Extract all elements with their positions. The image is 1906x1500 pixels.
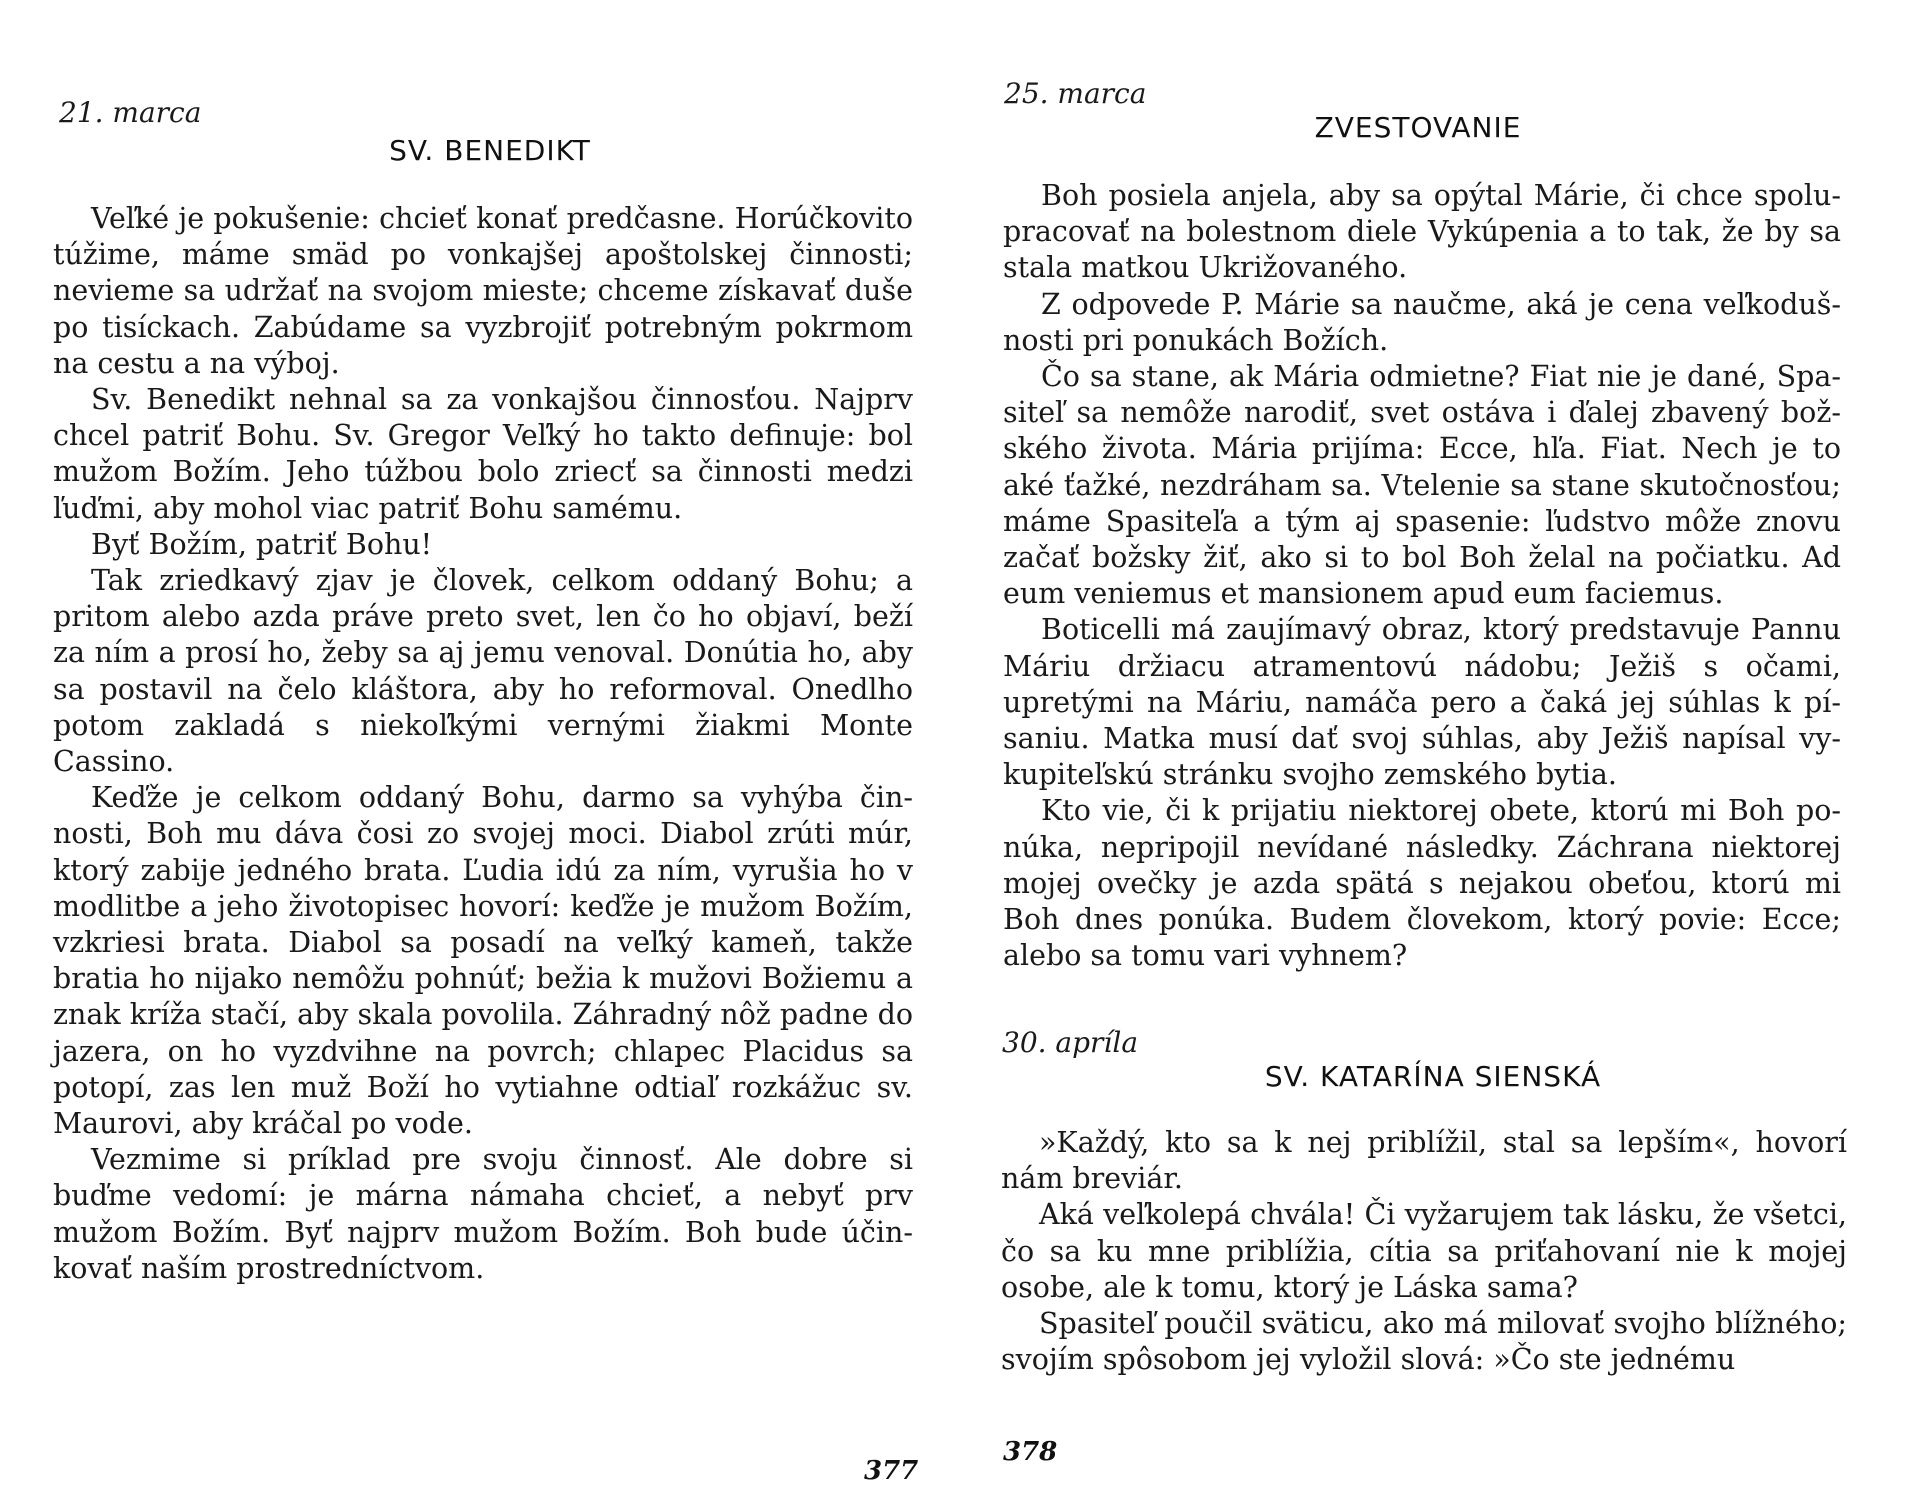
paragraph: Spasiteľ poučil sväticu, ako má milovať svojho blížného; svojím spôsobom jej vyložil slová: »Čo ste jednému [1001, 1307, 1847, 1377]
paragraph: Keďže je celkom oddaný Bohu, darmo sa vyhýba činnosti, Boh mu dáva čosi zo svojej moci. Diabol zrúti múr, ktorý zabije jedného brata. Ľudia idú za ním, vyrušia ho v modlitbe a jeho životopisec hovorí: keďže je mužom Božím, vzkriesi brata. Diabol sa posadí na veľký kameň, takže bratia ho nijako nemôžu pohnúť; bežia k mužovi Božiemu a znak kríža stačí, aby skala povolila. Záhradný nôž padne do jazera, on ho vyzdvihne na povrch; chlapec Placidus sa potopí, zas len muž Boží ho vytiahne odtiaľ rozkážuc sv. Maurovi, aby kráčal po vode. [53, 781, 913, 1141]
entry-title: ZVESTOVANIE [1314, 111, 1522, 144]
paragraph: Sv. Benedikt nehnal sa za vonkajšou činnosťou. Najprv chcel patriť Bohu. Sv. Gregor Veľký ho takto definuje: bol mužom Božím. Jeho túžbou bolo zriecť sa činnosti medzi ľuďmi, aby mohol viac patriť Bohu samému. [53, 383, 913, 525]
paragraph: Tak zriedkavý zjav je človek, celkom oddaný Bohu; a pritom alebo azda práve preto svet, len čo ho objaví, beží za ním a prosí ho, žeby sa aj jemu venoval. Donútia ho, aby sa postavil na čelo kláštora, aby ho reformoval. Onedlho potom zakladá s niekoľkými vernými žiakmi Monte Cassino. [53, 564, 913, 779]
entry-text [53, 201, 913, 1287]
page-number: 378 [1003, 1437, 1058, 1467]
paragraph: »Každý, kto sa k nej priblížil, stal sa lepším«, hovorí nám breviár. [1001, 1126, 1847, 1196]
entry-date: 30. apríla [1002, 1026, 1139, 1059]
entry-text [1001, 1125, 1847, 1378]
paragraph: Aká veľkolepá chvála! Či vyžarujem tak lásku, že všetci, čo sa ku mne priblížia, cítia sa priťahovaní nie k mojej osobe, ale k tomu, ktorý je Láska sama? [1001, 1198, 1847, 1304]
entry-date: 21. marca [59, 96, 202, 129]
entry-text [1003, 178, 1841, 974]
paragraph: Z odpovede P. Márie sa naučme, aká je cena veľkodušnosti pri ponukách Božích. [1003, 287, 1841, 357]
entry-title: SV. BENEDIKT [389, 134, 591, 167]
paragraph: Kto vie, či k prijatiu niektorej obete, ktorú mi Boh ponúka, nepripojil nevídané následky. Záchrana niektorej mojej ovečky je azda spätá s nejakou obeťou, ktorú mi Boh dnes ponúka. Budem človekom, ktorý povie: Ecce; alebo sa tomu vari vyhnem? [1003, 794, 1841, 973]
paragraph: Vezmime si príklad pre svoju činnosť. Ale dobre si buďme vedomí: je márna námaha chcieť, a nebyť prv mužom Božím. Byť najprv mužom Božím. Boh bude účinkovať naším prostredníctvom. [53, 1143, 913, 1285]
entry-title: SV. KATARÍNA SIENSKÁ [1264, 1060, 1602, 1093]
paragraph: Čo sa stane, ak Mária odmietne? Fiat nie je dané, Spasiteľ sa nemôže narodiť, svet ostáva i ďalej zbavený božského života. Mária prijíma: Ecce, hľa. Fiat. Nech je to aké ťažké, nezdráham sa. Vtelenie sa stane skutočnosťou; máme Spasiteľa a tým aj spasenie: ľudstvo môže znovu začať božsky žiť, ako si to bol Boh želal na počiatku. Ad eum veniemus et mansionem apud eum faciemus. [1003, 360, 1841, 611]
paragraph: Boh posiela anjela, aby sa opýtal Márie, či chce spolupracovať na bolestnom diele Vykúpenia a to tak, že by sa stala matkou Ukrižovaného. [1003, 179, 1841, 285]
paragraph: Boticelli má zaujímavý obraz, ktorý predstavuje Pannu Máriu držiacu atramentovú nádobu; Ježiš s očami, upretými na Máriu, namáča pero a čaká jej súhlas k písaniu. Matka musí dať svoj súhlas, aby Ježiš napísal vykupiteľskú stránku svojho zemského bytia. [1003, 613, 1841, 792]
right-page [953, 0, 1906, 1500]
paragraph: Byť Božím, patriť Bohu! [91, 527, 433, 561]
entry-date: 25. marca [1004, 77, 1147, 110]
paragraph: Veľké je pokušenie: chcieť konať predčasne. Horúčkovito túžime, máme smäd po vonkajšej apoštolskej činnosti; nevieme sa udržať na svojom mieste; chceme získavať duše po tisíckach. Zabúdame sa vyzbrojiť potrebným pokrmom na cestu a na výboj. [53, 202, 913, 380]
page-number: 377 [864, 1456, 919, 1486]
